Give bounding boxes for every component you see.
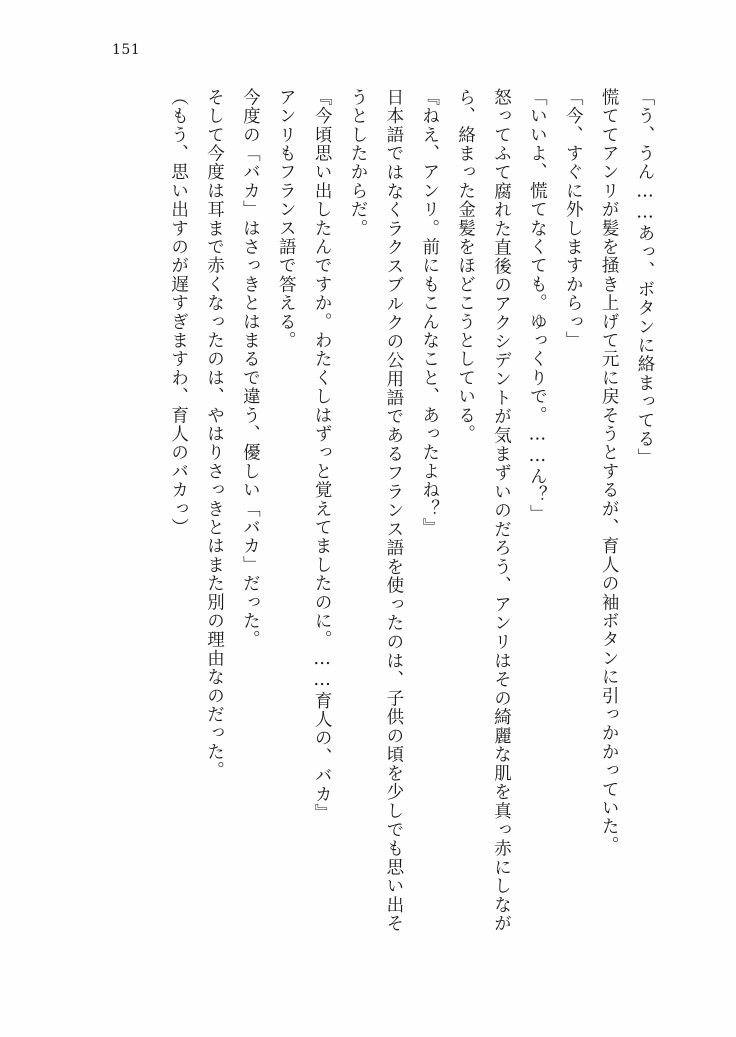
page-body	[102, 88, 662, 933]
page-number: 151	[112, 42, 141, 58]
paragraph: 今度の「バカ」はさっきとはまるで違う、優しい「バカ」だった。	[240, 88, 261, 649]
paragraph: 「今、すぐに外しますからっ」	[563, 88, 584, 350]
paragraph: そして今度は耳まで赤くなったのは、やはりさっきとはまた別の理由なのだった。	[204, 88, 225, 780]
paragraph: 「う、うん……あっ、ボタンに絡まってる」	[635, 88, 655, 467]
paragraph: 怒ってふて腐れた直後のアクシデントが気まずいのだろう、アンリはその綺麗な肌を真っ赤にしながら、絡まった金髪をほどこうとしている。	[455, 88, 512, 933]
paragraph: 『ねえ、アンリ。前にもこんなこと、あったよね？』	[419, 88, 440, 537]
paragraph: 「いいよ、慌てなくても。ゆっくりで。……ん？」	[527, 88, 548, 524]
paragraph: 『今頃思い出したんですか。わたくしはずっと覚えてましたのに。……育人の、バカ』	[312, 88, 333, 823]
paragraph: 慌ててアンリが髪を掻き上げて元に戻そうとするが、育人の袖ボタンに引っかかっていた。	[599, 88, 620, 855]
paragraph: 日本語ではなくラクスブルクの公用語であるフランス語を使ったのは、子供の頃を少しでも思い出そうとしたからだ。	[348, 88, 404, 933]
paragraph: （もう、思い出すのが遅すぎますわ、育人のバカっ）	[168, 88, 189, 537]
paragraph: アンリもフランス語で答える。	[276, 88, 297, 350]
